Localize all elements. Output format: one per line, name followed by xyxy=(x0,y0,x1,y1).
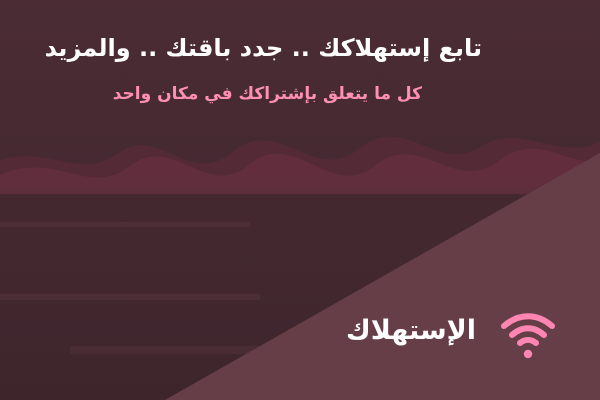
wifi-icon xyxy=(498,306,558,366)
promo-subtitle: كل ما يتعلق بإشتراكك في مكان واحد xyxy=(112,84,422,104)
usage-feature-label: الإستهلاك xyxy=(345,315,476,346)
promo-title: تابع إستهلاكك .. جدد باقتك .. والمزيد xyxy=(44,34,482,62)
